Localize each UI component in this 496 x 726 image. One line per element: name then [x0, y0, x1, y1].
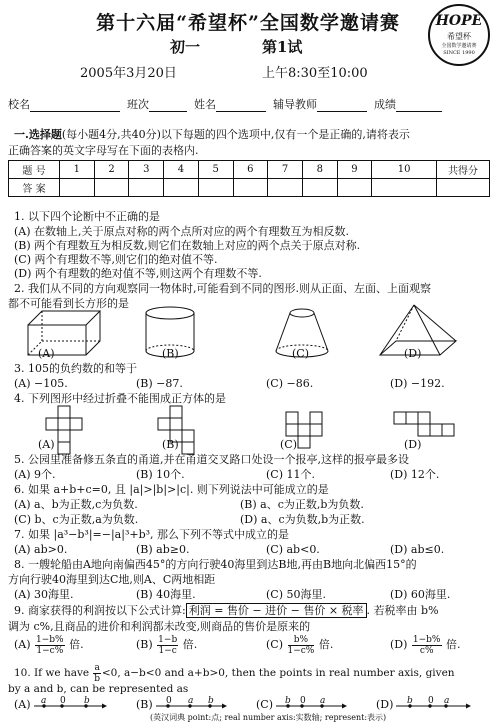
class-field[interactable] — [149, 99, 187, 112]
grade-label: 初一 — [170, 38, 201, 56]
q3-option-a: (A) −105. — [14, 377, 68, 390]
q8-stem-2: 方向行驶40海里到达C地,则A、C两地相距 — [8, 573, 216, 586]
exam-time: 上午8:30至10:00 — [262, 66, 368, 81]
q10-label-b: (B) — [136, 698, 153, 711]
q3-option-d: (D) −192. — [390, 377, 445, 390]
round-label: 第1试 — [262, 38, 303, 56]
q3-option-c: (C) −86. — [266, 377, 314, 390]
q7-option-d: (D) ab≤0. — [390, 543, 445, 556]
table-row: 答 案 — [9, 179, 490, 197]
q9-option-a: (A) $\frac{1-b\%}{1-c\%}$ 倍. — [14, 634, 84, 656]
q8-option-c: (C) 50海里. — [266, 588, 326, 601]
score-field[interactable] — [396, 99, 442, 112]
name-label: 姓名 — [194, 98, 216, 111]
q9-option-b: (B) $\frac{1-b}{1-c}$ 倍. — [136, 634, 198, 656]
q2-label-b: (B) — [162, 347, 179, 360]
q6-option-a: (A) a、b为正数,c为负数. — [14, 498, 138, 511]
q9-stem: 9. 商家获得的利润按以下公式计算: 利润 = 售价 − 进价 − 售价 × 税率 . 若税率由 b% — [14, 604, 439, 617]
q7-option-a: (A) ab>0. — [14, 543, 68, 556]
page-title: 第十六届“希望杯”全国数学邀请赛 — [96, 12, 400, 34]
q5-option-d: (D) 12个. — [390, 468, 440, 481]
q9-option-c: (C) $\frac{b\%}{1-c\%}$ 倍. — [266, 634, 334, 656]
teacher-field[interactable] — [317, 99, 367, 112]
q10-c-point-1: b — [285, 696, 291, 706]
class-label: 班次 — [127, 98, 149, 111]
table-row: 题 号 1 2 3 4 5 6 7 8 9 10 共得分 — [9, 161, 490, 179]
q4-label-b: (B) — [162, 438, 179, 451]
q2-label-a: (A) — [38, 347, 55, 360]
net-d — [394, 412, 454, 436]
q5-option-a: (A) 9个. — [14, 468, 56, 481]
q8-option-b: (B) 40海里. — [136, 588, 196, 601]
total-cell[interactable] — [437, 179, 490, 197]
answer-cell[interactable] — [60, 179, 95, 197]
answer-cell[interactable] — [164, 179, 199, 197]
answer-cell[interactable] — [302, 179, 337, 197]
q2-stem-2: 都不可能看到长方形的是 — [8, 297, 129, 310]
q6-option-c: (C) b、c为正数,a为负数. — [14, 513, 139, 526]
q10-stem-2: by a and b, can be represented as — [8, 683, 189, 695]
name-field[interactable] — [216, 99, 266, 112]
q10-a-point-2: 0 — [60, 696, 66, 706]
answer-cell[interactable] — [268, 179, 303, 197]
q2-label-d: (D) — [404, 347, 422, 360]
q6-option-b: (B) a、c为正数,b为负数. — [240, 498, 364, 511]
school-label: 校名 — [8, 98, 30, 111]
glossary-footnote: (英汉词典 point:点; real number axis:实数轴; represent:表示) — [150, 713, 387, 722]
section-intro: 一.选择题(每小题4分,共40分)以下每题的四个选项中,仅有一个是正确的,请将表示 — [14, 128, 410, 141]
q10-label-c: (C) — [256, 698, 273, 711]
answer-cell[interactable] — [94, 179, 129, 197]
q8-option-a: (A) 30海里. — [14, 588, 74, 601]
q3-stem: 3. 105的负约数的和等于 — [14, 362, 137, 375]
q10-b-point-2: a — [188, 696, 194, 706]
q5-stem: 5. 公园里准备修五条直的甬道,并在甬道交叉路口处设一个报亭,这样的报亭最多设 — [14, 453, 409, 466]
profit-formula-box: 利润 = 售价 − 进价 − 售价 × 税率 — [186, 603, 367, 618]
q2-label-c: (C) — [292, 347, 309, 360]
q1-option-a: (A) 在数轴上,关于原点对称的两个点所对应的两个有理数互为相反数. — [14, 225, 350, 238]
answer-table — [8, 160, 490, 197]
q6-option-d: (D) a、c为负数,b为正数. — [240, 513, 365, 526]
q10-d-point-3: a — [444, 696, 450, 706]
q5-option-c: (C) 11个. — [266, 468, 315, 481]
teacher-label: 辅导教师 — [273, 98, 317, 111]
q9-option-d: (D) $\frac{1-b\%}{c\%}$ 倍. — [390, 634, 461, 656]
q7-stem: 7. 如果 |a³−b³|=−|a|³+b³, 那么下列不等式中成立的是 — [14, 528, 290, 541]
q10-c-point-2: 0 — [300, 696, 306, 706]
q4-stem: 4. 下列图形中经过折叠不能围成正方体的是 — [14, 392, 226, 405]
q10-number-lines — [0, 696, 496, 712]
q5-option-b: (B) 10个. — [136, 468, 185, 481]
q8-option-d: (D) 60海里. — [390, 588, 451, 601]
info-row — [8, 96, 442, 112]
contest-logo: HOPE 希望杯 全国数学邀请赛 SINCE 1990 — [428, 4, 490, 66]
q10-a-point-3: b — [84, 696, 90, 706]
q4-label-d: (D) — [404, 438, 422, 451]
q1-stem: 1. 以下四个论断中不正确的是 — [14, 210, 160, 223]
exam-date: 2005年3月20日 — [80, 66, 177, 81]
q1-option-b: (B) 两个有理数互为相反数,则它们在数轴上对应的两个点关于原点对称. — [14, 239, 361, 252]
answer-cell[interactable] — [233, 179, 268, 197]
q10-b-point-1: 0 — [166, 696, 172, 706]
q3-option-b: (B) −87. — [136, 377, 183, 390]
q10-d-point-1: b — [407, 696, 413, 706]
answer-cell[interactable] — [198, 179, 233, 197]
q1-option-c: (C) 两个有理数不等,则它们的绝对值不等. — [14, 253, 218, 266]
q4-label-c: (C) — [280, 438, 297, 451]
q7-option-b: (B) ab≥0. — [136, 543, 190, 556]
answer-cell[interactable] — [129, 179, 164, 197]
q2-stem: 2. 我们从不同的方向观察同一物体时,可能看到不同的图形.则从正面、左面、上面观察 — [14, 282, 431, 295]
q9-stem-2: 调为 c%,且商品的进价和利润都未改变,则商品的售价是原来的 — [8, 620, 311, 633]
q10-c-point-3: a — [320, 696, 326, 706]
q10-d-point-2: 0 — [428, 696, 434, 706]
q10-a-point-1: a — [41, 696, 47, 706]
section-intro-2: 正确答案的英文字母写在下面的表格内. — [8, 144, 199, 157]
q4-label-a: (A) — [38, 438, 55, 451]
score-label: 成绩 — [374, 98, 396, 111]
q1-option-d: (D) 两个有理数的绝对值不等,则这两个有理数不等. — [14, 267, 262, 280]
q10-b-point-3: b — [208, 696, 214, 706]
q8-stem: 8. 一艘轮船由A地向南偏西45°的方向行驶40海里到达B地,再由B地向北偏西15°的 — [14, 558, 417, 571]
q10-label-d: (D) — [376, 698, 394, 711]
answer-cell[interactable] — [372, 179, 437, 197]
q7-option-c: (C) ab<0. — [266, 543, 320, 556]
answer-cell[interactable] — [337, 179, 372, 197]
q10-label-a: (A) — [14, 698, 31, 711]
q6-stem: 6. 如果 a+b+c=0, 且 |a|>|b|>|c|. 则下列说法中可能成立的是 — [14, 483, 329, 496]
q10-stem: 10. If we have $\frac{a}{b}$ <0, a−b<0 and a+b>0, then the points in real number axis, given — [14, 662, 455, 684]
school-field[interactable] — [30, 99, 120, 112]
